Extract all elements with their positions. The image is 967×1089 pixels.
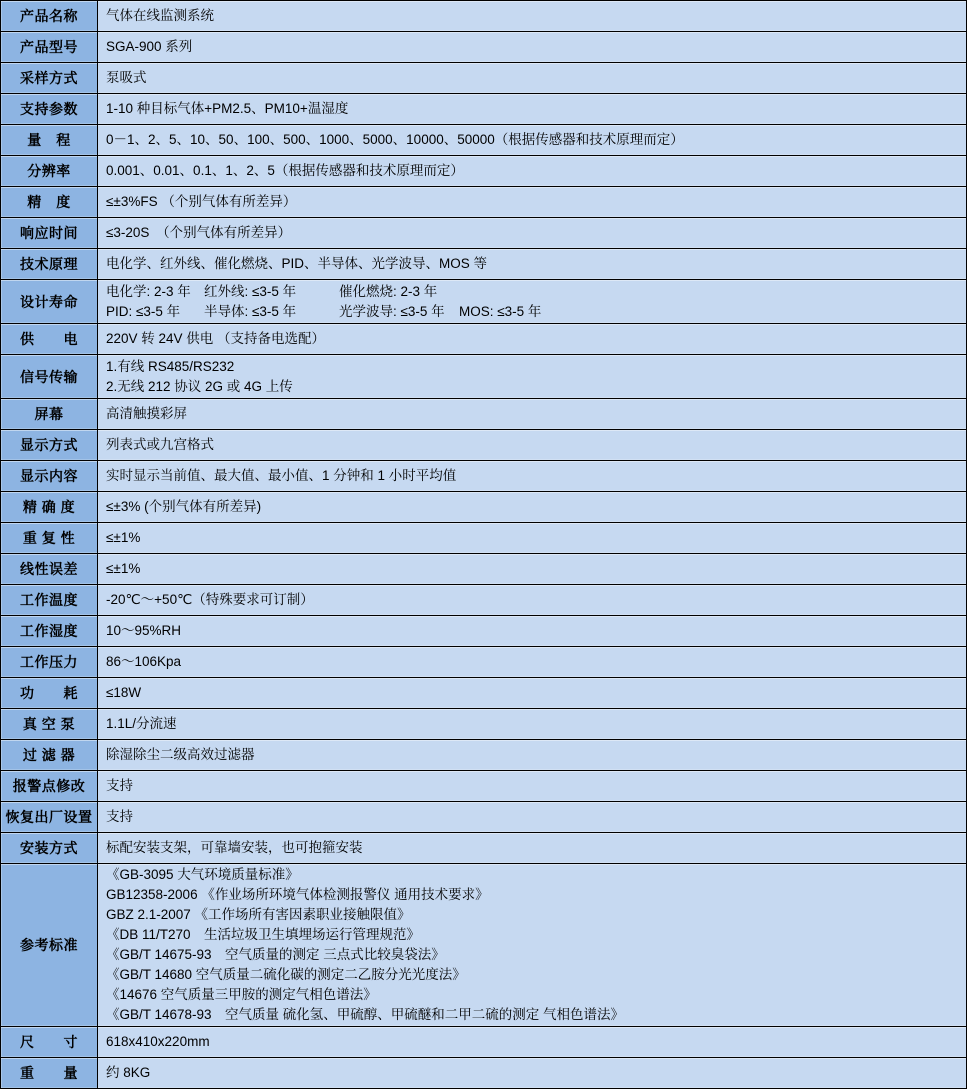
row-design-lifespan [1,280,966,324]
row-operating-pressure [1,647,966,678]
lifespan-pid: PID: ≤3-5 年 [106,303,181,319]
lifespan-line-1 [106,282,960,302]
row-precision [1,187,966,218]
row-power-consumption [1,678,966,709]
row-installation-method [1,833,966,864]
label-sampling-method: 采样方式 [1,63,98,93]
value-product-model: SGA-900 系列 [106,39,193,54]
lifespan-semiconductor: 半导体: ≤3-5 年 [204,303,297,319]
row-technical-principle [1,249,966,280]
row-resolution [1,156,966,187]
row-repeatability [1,523,966,554]
label-operating-humidity: 工作湿度 [1,616,98,646]
label-technical-principle: 技术原理 [1,249,98,279]
row-filter [1,740,966,771]
value-weight: 约 8KG [106,1065,151,1080]
lifespan-optical-waveguide: 光学波导: ≤3-5 年 [339,303,445,319]
value-range: 0－1、2、5、10、50、100、500、1000、5000、10000、50000（根据传感器和技术原理而定） [106,132,684,147]
value-filter: 除湿除尘二级高效过滤器 [106,747,255,762]
label-signal-transmission: 信号传输 [1,355,98,398]
value-display-content: 实时显示当前值、最大值、最小值、1 分钟和 1 小时平均值 [106,468,457,483]
reference-standard-1: 《GB-3095 大气环境质量标准》 [106,866,299,882]
value-technical-principle: 电化学、红外线、催化燃烧、PID、半导体、光学波导、MOS 等 [106,256,488,271]
reference-standard-2: GB12358-2006 《作业场所环境气体检测报警仪 通用技术要求》 [106,886,489,902]
value-power-supply: 220V 转 24V 供电 （支持备电选配） [106,331,326,346]
value-power-consumption: ≤18W [106,685,142,700]
row-product-name [1,1,966,32]
label-accuracy: 精 确 度 [1,492,98,522]
value-product-name: 气体在线监测系统 [106,8,214,23]
row-linearity-error [1,554,966,585]
value-resolution: 0.001、0.01、0.1、1、2、5（根据传感器和技术原理而定） [106,163,464,178]
signal-transmission-wired: 1.有线 RS485/RS232 [106,358,235,374]
label-response-time: 响应时间 [1,218,98,248]
value-operating-temperature: -20℃～+50℃（特殊要求可订制） [106,592,314,607]
row-screen [1,399,966,430]
label-power-consumption: 功 耗 [1,678,98,708]
row-alarm-point-modification [1,771,966,802]
label-resolution: 分辨率 [1,156,98,186]
label-repeatability: 重 复 性 [1,523,98,553]
lifespan-catalytic: 催化燃烧: 2-3 年 [339,283,438,299]
reference-standard-4: 《DB 11/T270 生活垃圾卫生填埋场运行管理规范》 [106,926,421,942]
value-sampling-method: 泵吸式 [106,70,147,85]
row-response-time [1,218,966,249]
value-vacuum-pump: 1.1L/分流速 [106,716,177,731]
value-screen: 高清触摸彩屏 [106,406,187,421]
row-factory-reset [1,802,966,833]
row-range [1,125,966,156]
label-design-lifespan: 设计寿命 [1,280,98,323]
row-vacuum-pump [1,709,966,740]
row-sampling-method [1,63,966,94]
label-weight: 重 量 [1,1058,98,1088]
row-weight [1,1058,966,1089]
row-dimensions [1,1027,966,1058]
row-power-supply [1,324,966,355]
row-supported-params [1,94,966,125]
value-operating-humidity: 10～95%RH [106,623,182,638]
label-power-supply: 供 电 [1,324,98,354]
label-display-mode: 显示方式 [1,430,98,460]
label-installation-method: 安装方式 [1,833,98,863]
row-signal-transmission [1,355,966,399]
label-operating-pressure: 工作压力 [1,647,98,677]
label-alarm-point-modification: 报警点修改 [1,771,98,801]
value-display-mode: 列表式或九宫格式 [106,437,214,452]
row-operating-humidity [1,616,966,647]
value-accuracy: ≤±3% (个别气体有所差异) [106,499,262,514]
value-response-time: ≤3-20S （个别气体有所差异） [106,225,292,240]
label-filter: 过 滤 器 [1,740,98,770]
signal-transmission-wireless: 2.无线 212 协议 2G 或 4G 上传 [106,378,293,394]
reference-standard-5: 《GB/T 14675-93 空气质量的测定 三点式比较臭袋法》 [106,947,445,962]
label-display-content: 显示内容 [1,461,98,491]
label-dimensions: 尺 寸 [1,1027,98,1057]
value-operating-pressure: 86～106Kpa [106,654,182,669]
reference-standard-8: 《GB/T 14678-93 空气质量 硫化氢、甲硫醇、甲硫醚和二甲二硫的测定 气相色谱法》 [106,1007,625,1023]
label-product-model: 产品型号 [1,32,98,62]
label-supported-params: 支持参数 [1,94,98,124]
value-installation-method: 标配安装支架，可靠墙安装，也可抱箍安装 [106,840,363,855]
value-supported-params: 1-10 种目标气体+PM2.5、PM10+温湿度 [106,101,349,116]
row-product-model [1,32,966,63]
reference-standard-7: 《14676 空气质量三甲胺的测定气相色谱法》 [106,987,377,1003]
lifespan-electrochemical: 电化学: 2-3 年 [106,283,191,299]
row-display-content [1,461,966,492]
value-linearity-error: ≤±1% [106,561,141,576]
lifespan-infrared: 红外线: ≤3-5 年 [204,283,297,299]
label-operating-temperature: 工作温度 [1,585,98,615]
row-display-mode [1,430,966,461]
label-vacuum-pump: 真 空 泵 [1,709,98,739]
label-product-name: 产品名称 [1,1,98,31]
label-factory-reset: 恢复出厂设置 [1,802,98,832]
lifespan-line-2 [106,302,960,322]
label-precision: 精 度 [1,187,98,217]
reference-standard-6: 《GB/T 14680 空气质量二硫化碳的测定二乙胺分光光度法》 [106,967,466,983]
value-precision: ≤±3%FS （个别气体有所差异） [106,194,297,209]
label-linearity-error: 线性误差 [1,554,98,584]
label-screen: 屏幕 [1,399,98,429]
row-operating-temperature [1,585,966,616]
row-reference-standards [1,864,966,1027]
value-factory-reset: 支持 [106,809,133,824]
lifespan-mos: MOS: ≤3-5 年 [459,303,542,319]
label-reference-standards: 参考标准 [1,864,98,1026]
value-repeatability: ≤±1% [106,530,141,545]
row-accuracy [1,492,966,523]
reference-standard-3: GBZ 2.1-2007 《工作场所有害因素职业接触限值》 [106,906,411,922]
value-dimensions: 618x410x220mm [106,1034,210,1049]
label-range: 量 程 [1,125,98,155]
value-alarm-point-modification: 支持 [106,778,133,793]
